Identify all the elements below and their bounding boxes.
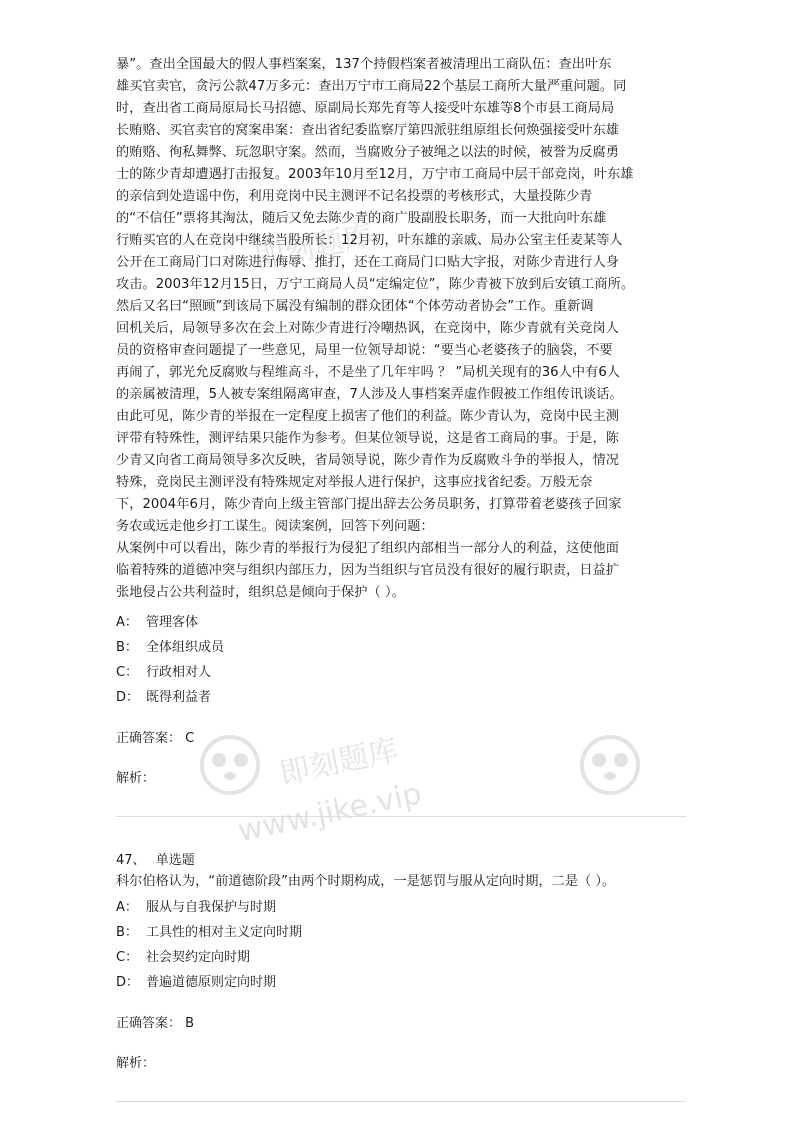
option-text: 既得利益者 bbox=[146, 690, 212, 705]
answer-label: 正确答案： bbox=[116, 1016, 182, 1031]
passage-line: 务农或远走他乡打工谋生。阅读案例，回答下列问题： bbox=[116, 519, 434, 534]
watermark-brand-text-2: 即刻题库 bbox=[276, 732, 402, 793]
question-text-line: 从案例中可以看出，陈少青的举报行为侵犯了组织内部相当一部分人的利益，这使他面 bbox=[116, 541, 620, 556]
analysis-label: 解析： bbox=[116, 771, 156, 786]
passage-line: 由此可见，陈少青的举报在一定程度上损害了他们的利益。陈少青认为，竞岗中民主测 bbox=[116, 409, 620, 424]
passage-line: 再闹了，郭光允反腐败与程维高斗，不是坐了几年牢吗 ？ ”局机关现有的36人中有6人 bbox=[116, 365, 620, 380]
option-letter: D： bbox=[116, 690, 140, 705]
passage-line: 的亲属被清理，5人被专案组隔离审查，7人涉及人事档案弄虚作假被工作组传讯谈话。 bbox=[116, 387, 623, 402]
option-text: 社会契约定向时期 bbox=[146, 950, 251, 965]
option-text: 服从与自我保护与时期 bbox=[146, 900, 277, 915]
option-d[interactable] bbox=[116, 970, 686, 995]
document-page bbox=[116, 54, 686, 1102]
question-number: 47、 bbox=[116, 853, 146, 868]
passage-line: 然后又名曰“照顾”到该局下属没有编制的群众团体“个体劳动者协会”工作。重新调 bbox=[116, 299, 594, 314]
option-text: 全体组织成员 bbox=[146, 640, 225, 655]
watermark-domain-text: www.jike.vip bbox=[235, 776, 425, 850]
question-text: 科尔伯格认为，“前道德阶段”由两个时期构成，一是惩罚与服从定向时期，二是（ ）。 bbox=[116, 874, 616, 889]
watermark-brand-text: 即刻题库 bbox=[251, 217, 377, 278]
question-47-options bbox=[116, 895, 686, 995]
option-letter: C： bbox=[116, 950, 139, 965]
passage-line: 长贿赂、买官卖官的窝案串案：查出省纪委监察厅第四派驻组原组长何焕强接受叶东雄 bbox=[116, 123, 620, 138]
option-letter: B： bbox=[116, 640, 138, 655]
question-header bbox=[116, 851, 686, 871]
analysis bbox=[116, 1053, 686, 1075]
option-b[interactable] bbox=[116, 635, 686, 660]
passage-line: 评带有特殊性，测评结果只能作为参考。但某位领导说，这是省工商局的事。于是，陈 bbox=[116, 431, 620, 446]
passage-line: 特殊，竞岗民主测评没有特殊规定对举报人进行保护，这事应找省纪委。万般无奈 bbox=[116, 475, 593, 490]
passage-line: 的亲信到处造谣中伤，利用竞岗中民主测评不记名投票的考核形式，大量投陈少青 bbox=[116, 189, 593, 204]
option-text: 管理客体 bbox=[146, 615, 199, 630]
question-type: 单选题 bbox=[155, 853, 195, 868]
option-text: 行政相对人 bbox=[146, 665, 212, 680]
question-text-line: 张地侵占公共利益时，组织总是倾向于保护（ ）。 bbox=[116, 585, 405, 600]
passage-line: 的“不信任”票将其淘汰，随后又免去陈少青的商广股副股长职务，而一大批向叶东雄 bbox=[116, 211, 607, 226]
option-letter: D： bbox=[116, 975, 140, 990]
option-a[interactable] bbox=[116, 895, 686, 920]
analysis bbox=[116, 768, 686, 790]
answer-value: B bbox=[185, 1016, 195, 1031]
question-46-passage bbox=[116, 54, 686, 604]
option-b[interactable] bbox=[116, 920, 686, 945]
passage-line: 雄买官卖官，贪污公款47万多元：查出万宁市工商局22个基层工商所大量严重问题。同 bbox=[116, 79, 627, 94]
passage-line: 暴”。查出全国最大的假人事档案案，137个持假档案者被清理出工商队伍：查出叶东 bbox=[116, 57, 612, 72]
correct-answer bbox=[116, 728, 686, 750]
option-c[interactable] bbox=[116, 660, 686, 685]
option-text: 工具性的相对主义定向时期 bbox=[146, 925, 303, 940]
passage-line: 下，2004年6月，陈少青向上级主管部门提出辞去公务员职务，打算带着老婆孩子回家 bbox=[116, 497, 622, 512]
passage-line: 行贿买官的人在竞岗中继续当股所长：12月初，叶东雄的亲戚、局办公室主任麦某等人 bbox=[116, 233, 623, 248]
question-47 bbox=[116, 851, 686, 1102]
option-c[interactable] bbox=[116, 945, 686, 970]
question-46-options bbox=[116, 610, 686, 710]
option-text: 普遍道德原则定向时期 bbox=[146, 975, 277, 990]
option-d[interactable] bbox=[116, 685, 686, 710]
passage-line: 回机关后，局领导多次在会上对陈少青进行冷嘲热讽，在竞岗中，陈少青就有关竞岗人 bbox=[116, 321, 620, 336]
question-divider bbox=[116, 1101, 686, 1102]
passage-line: 员的资格审查问题提了一些意见，局里一位领导却说：“要当心老婆孩子的脑袋，不要 bbox=[116, 343, 613, 358]
question-divider bbox=[116, 816, 686, 817]
answer-value: C bbox=[185, 731, 195, 746]
passage-line: 攻击。2003年12月15日，万宁工商局人员“定编定位”，陈少青被下放到后安镇工商所。 bbox=[116, 277, 635, 292]
answer-label: 正确答案： bbox=[116, 731, 182, 746]
option-letter: C： bbox=[116, 665, 139, 680]
passage-line: 的贿赂、徇私舞弊、玩忽职守案。然而，当腐败分子被绳之以法的时候，被誉为反腐勇 bbox=[116, 145, 620, 160]
option-letter: A： bbox=[116, 900, 138, 915]
passage-line: 时，查出省工商局原局长马招德、原副局长郑先育等人接受叶东雄等8个市县工商局局 bbox=[116, 101, 615, 116]
passage-line: 士的陈少青却遭遇打击报复。2003年10月至12月，万宁市工商局中层干部竞岗，叶东雄 bbox=[116, 167, 634, 182]
passage-line: 少青又向省工商局领导多次反映，省局领导说，陈少青作为反腐败斗争的举报人，情况 bbox=[116, 453, 620, 468]
option-letter: A： bbox=[116, 615, 138, 630]
option-letter: B： bbox=[116, 925, 138, 940]
correct-answer bbox=[116, 1013, 686, 1035]
analysis-label: 解析： bbox=[116, 1056, 156, 1071]
option-a[interactable] bbox=[116, 610, 686, 635]
question-text-line: 临着特殊的道德冲突与组织内部压力，因为当组织与官员没有很好的履行职责，日益扩 bbox=[116, 563, 620, 578]
passage-line: 公开在工商局门口对陈进行侮辱、推打，还在工商局门口贴大字报，对陈少青进行人身 bbox=[116, 255, 620, 270]
